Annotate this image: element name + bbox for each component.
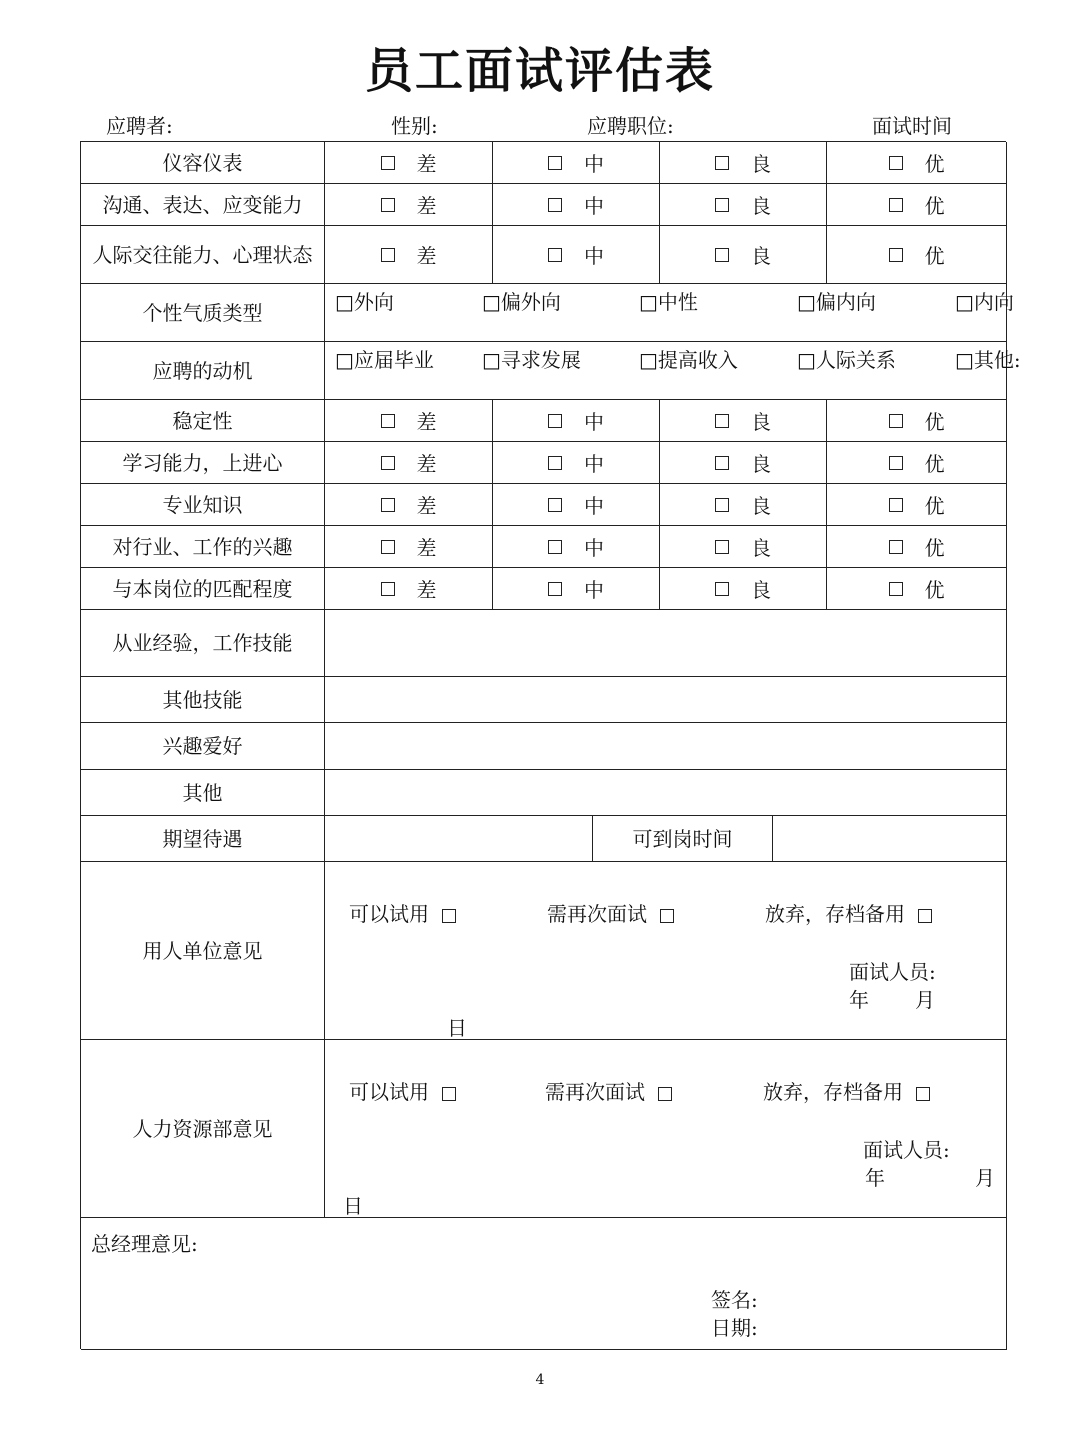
rating-excellent[interactable]: 优 [827,184,1007,226]
checkbox[interactable] [715,540,729,554]
row-label-other-skills: 其他技能 [81,677,325,723]
rating-good[interactable]: 良 [660,484,827,526]
rating-poor[interactable]: 差 [325,442,493,484]
rating-excellent[interactable]: 优 [827,400,1007,442]
hr-reinterview-option[interactable]: 需再次面试 [545,1076,672,1105]
rating-poor[interactable]: 差 [325,568,493,610]
checkbox[interactable] [381,414,395,428]
dept-day-label: 日 [447,1016,467,1040]
row-label-hobbies: 兴趣爱好 [81,723,325,770]
rating-excellent[interactable]: 优 [827,526,1007,568]
checkbox[interactable] [889,414,903,428]
row-label-other: 其他 [81,770,325,816]
hr-abandon-option[interactable]: 放弃，存档备用 [763,1076,930,1105]
start-time-field[interactable] [773,816,1007,862]
motivation-options [325,342,1021,400]
interview-time-label: 面试时间 [872,114,952,138]
option-somewhat-introvert[interactable]: □偏内向 [797,290,876,314]
row-label-salary: 期望待遇 [81,816,325,862]
checkbox[interactable] [715,414,729,428]
rating-excellent[interactable]: 优 [827,442,1007,484]
rating-excellent[interactable]: 优 [827,568,1007,610]
checkbox[interactable] [715,582,729,596]
option-income[interactable]: □提高收入 [639,348,738,372]
dept-reinterview-option[interactable]: 需再次面试 [547,898,674,927]
checkbox[interactable] [715,198,729,212]
row-label-experience: 从业经验，工作技能 [81,610,325,677]
checkbox[interactable] [889,198,903,212]
checkbox[interactable] [715,248,729,262]
other-skills-field[interactable] [325,677,1007,723]
row-label-learning: 学习能力，上进心 [81,442,325,484]
rating-excellent[interactable]: 优 [827,484,1007,526]
option-neutral[interactable]: □中性 [639,290,698,314]
row-label-dept-opinion: 用人单位意见 [81,862,325,1040]
dept-interviewer-label: 面试人员: [849,960,936,984]
salary-field[interactable] [325,816,593,862]
row-label-communication: 沟通、表达、应变能力 [81,184,325,226]
checkbox[interactable] [660,909,674,923]
row-label-hr-opinion: 人力资源部意见 [81,1040,325,1218]
row-label-interpersonal: 人际交往能力、心理状态 [81,226,325,284]
row-label-personality: 个性气质类型 [81,284,325,342]
rating-fair[interactable]: 中 [493,226,660,284]
checkbox[interactable] [381,456,395,470]
gm-opinion-label: 总经理意见: [91,1232,198,1256]
checkbox[interactable] [889,456,903,470]
start-time-label: 可到岗时间 [593,816,773,862]
option-relationships[interactable]: □人际关系 [797,348,896,372]
rating-good[interactable]: 良 [660,184,827,226]
rating-poor[interactable]: 差 [325,526,493,568]
option-somewhat-extrovert[interactable]: □偏外向 [482,290,561,314]
rating-fair[interactable]: 中 [493,442,660,484]
checkbox[interactable] [889,540,903,554]
applicant-label: 应聘者: [106,114,173,138]
page-title: 员工面试评估表 [364,43,715,99]
option-development[interactable]: □寻求发展 [482,348,581,372]
other-field[interactable] [325,770,1007,816]
checkbox[interactable] [889,582,903,596]
rating-poor[interactable]: 差 [325,226,493,284]
dept-opinion-section [325,862,1007,1040]
checkbox[interactable] [715,498,729,512]
rating-excellent[interactable]: 优 [827,142,1007,184]
checkbox[interactable] [548,156,562,170]
rating-fair[interactable]: 中 [493,184,660,226]
dept-abandon-option[interactable]: 放弃，存档备用 [765,898,932,927]
checkbox[interactable] [381,198,395,212]
checkbox[interactable] [442,909,456,923]
position-label: 应聘职位: [587,114,674,138]
rating-fair[interactable]: 中 [493,568,660,610]
checkbox[interactable] [548,582,562,596]
checkbox[interactable] [548,414,562,428]
row-label-interest: 对行业、工作的兴趣 [81,526,325,568]
checkbox[interactable] [889,498,903,512]
gender-label: 性别: [391,114,438,138]
hr-interviewer-label: 面试人员: [863,1138,950,1162]
rating-good[interactable]: 良 [660,526,827,568]
checkbox[interactable] [381,540,395,554]
rating-excellent[interactable]: 优 [827,226,1007,284]
rating-good[interactable]: 良 [660,568,827,610]
hr-month-label: 月 [975,1166,995,1190]
gm-signature-label: 签名: [711,1288,758,1312]
dept-trial-option[interactable]: 可以试用 [349,898,456,927]
rating-poor[interactable]: 差 [325,400,493,442]
rating-good[interactable]: 良 [660,442,827,484]
hr-year-label: 年 [865,1166,885,1190]
rating-poor[interactable]: 差 [325,484,493,526]
personality-options [325,284,1014,342]
checkbox[interactable] [918,909,932,923]
checkbox[interactable] [548,248,562,262]
checkbox[interactable] [442,1087,456,1101]
row-label-knowledge: 专业知识 [81,484,325,526]
hr-day-label: 日 [343,1194,363,1218]
rating-good[interactable]: 良 [660,400,827,442]
option-extrovert[interactable]: □外向 [335,290,394,314]
checkbox[interactable] [381,248,395,262]
option-introvert[interactable]: □内向 [955,290,1014,314]
checkbox[interactable] [889,248,903,262]
hr-trial-option[interactable]: 可以试用 [349,1076,456,1105]
page-number: 4 [535,1372,545,1388]
row-label-match: 与本岗位的匹配程度 [81,568,325,610]
rating-good[interactable]: 良 [660,226,827,284]
rating-fair[interactable]: 中 [493,400,660,442]
rating-poor[interactable]: 差 [325,142,493,184]
rating-fair[interactable]: 中 [493,526,660,568]
gm-date-label: 日期: [711,1316,758,1340]
row-label-appearance: 仪容仪表 [81,142,325,184]
rating-fair[interactable]: 中 [493,484,660,526]
evaluation-table [80,141,1021,1349]
row-label-stability: 稳定性 [81,400,325,442]
gm-opinion-section [81,1218,1007,1350]
checkbox[interactable] [715,156,729,170]
checkbox[interactable] [916,1087,930,1101]
option-other[interactable]: □其他: [955,348,1021,372]
hr-opinion-section [325,1040,1007,1218]
experience-field[interactable] [325,610,1007,677]
checkbox[interactable] [889,156,903,170]
rating-good[interactable]: 良 [660,142,827,184]
dept-year-label: 年 [849,988,869,1012]
checkbox[interactable] [381,582,395,596]
hobbies-field[interactable] [325,723,1007,770]
checkbox[interactable] [381,498,395,512]
checkbox[interactable] [658,1087,672,1101]
checkbox[interactable] [381,156,395,170]
rating-fair[interactable]: 中 [493,142,660,184]
checkbox[interactable] [715,456,729,470]
rating-poor[interactable]: 差 [325,184,493,226]
checkbox[interactable] [548,456,562,470]
checkbox[interactable] [548,498,562,512]
row-label-motivation: 应聘的动机 [81,342,325,400]
dept-month-label: 月 [915,988,935,1012]
checkbox[interactable] [548,540,562,554]
option-graduate[interactable]: □应届毕业 [335,348,434,372]
checkbox[interactable] [548,198,562,212]
